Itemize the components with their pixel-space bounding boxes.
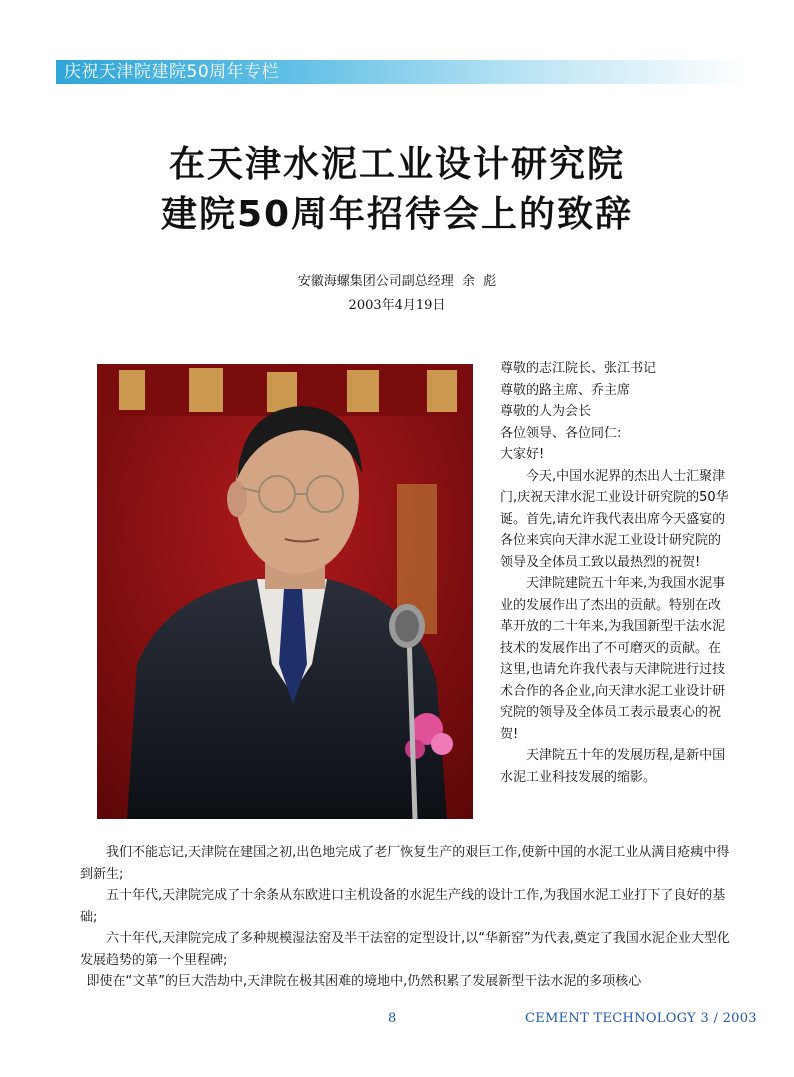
salutation-line: 尊敬的人为会长 — [500, 404, 592, 419]
body-paragraph: 六十年代,天津院完成了多种规模湿法窑及半干法窑的定型设计,以“华新窑”为代表,奠定了我国水泥企业大型化发展趋势的第一个里程碑; — [80, 931, 730, 968]
salutation-line: 尊敬的路主席、乔主席 — [500, 382, 631, 398]
body-paragraph: 我们不能忘记,天津院在建国之初,出色地完成了老厂恢复生产的艰巨工作,使新中国的水泥工业从满目疮痍中得到新生; — [80, 845, 730, 882]
greeting-line: 大家好! — [500, 447, 545, 462]
speaker-photo-illustration — [97, 364, 473, 819]
salutation-line: 尊敬的志江院长、张江书记 — [500, 361, 657, 376]
body-paragraph: 五十年代,天津院完成了十余条从东欧进口主机设备的水泥生产线的设计工作,为我国水泥工业打下了良好的基础; — [80, 888, 726, 925]
full-width-text — [80, 842, 730, 993]
page-number: 8 — [388, 1011, 397, 1026]
salutation-line: 各位领导、各位同仁: — [500, 425, 622, 441]
article-title-line-1: 在天津水泥工业设计研究院 — [168, 144, 625, 185]
author-byline: 安徽海螺集团公司副总经理 余 彪 — [297, 274, 497, 289]
article-title-line-2: 建院50周年招待会上的致辞 — [160, 194, 634, 235]
body-paragraph: 天津院五十年的发展历程,是新中国水泥工业科技发展的缩影。 — [500, 748, 726, 785]
body-paragraph: 天津院建院五十年来,为我国水泥事业的发展作出了杰出的贡献。特别在改革开放的二十年来,为我国新型干法水泥技术的发展作出了不可磨灭的贡献。在这里,也请允许我代表与天津院进行过技术合作的各企业,向天津水泥工业设计研究院的领导及全体员工表示最衷心的祝贺! — [500, 576, 726, 742]
speaker-photo — [97, 364, 473, 819]
body-paragraph: 即使在“文革”的巨大浩劫中,天津院在极其困难的境地中,仍然积累了发展新型干法水泥的多项核心 — [86, 974, 642, 989]
body-paragraph: 今天,中国水泥界的杰出人士汇聚津门,庆祝天津水泥工业设计研究院的50华诞。首先,请允许我代表出席今天盛宴的各位来宾向天津水泥工业设计研究院的领导及全体员工致以最热烈的祝贺! — [500, 468, 729, 570]
right-column-text — [500, 358, 732, 788]
header-banner-text: 庆祝天津院建院50周年专栏 — [64, 62, 280, 82]
journal-footer: CEMENT TECHNOLOGY 3 / 2003 — [525, 1011, 757, 1026]
speech-date: 2003年4月19日 — [348, 298, 446, 313]
